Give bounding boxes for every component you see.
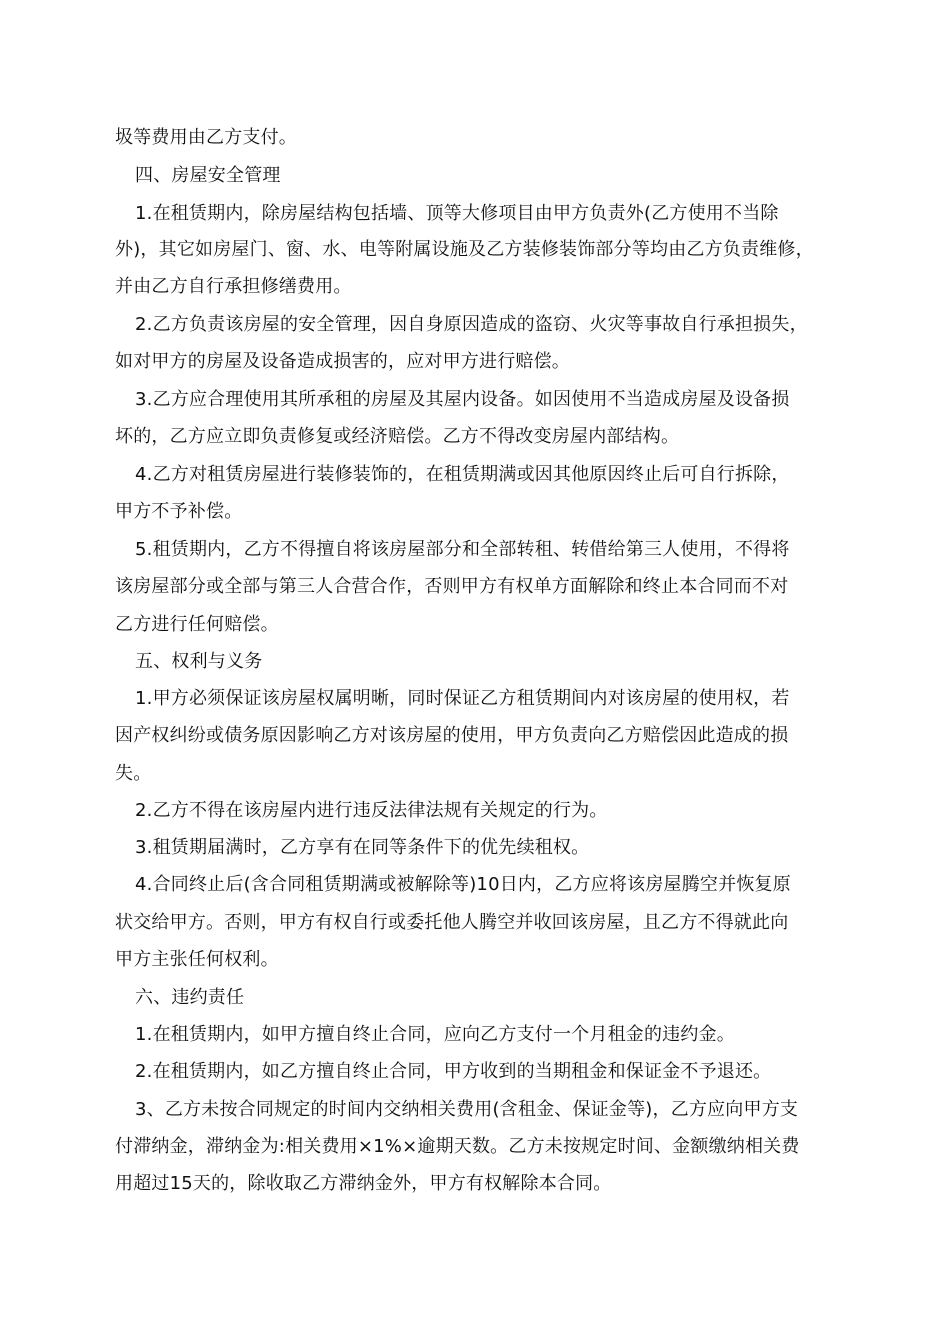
paragraph-line: 3.乙方应合理使用其所承租的房屋及其屋内设备。如因使用不当造成房屋及设备损 <box>135 389 790 410</box>
paragraph-line: 甲方主张任何权利。 <box>115 949 279 970</box>
paragraph-line: 2.乙方不得在该房屋内进行违反法律法规有关规定的行为。 <box>135 800 608 821</box>
paragraph-line: 3.租赁期届满时，乙方享有在同等条件下的优先续租权。 <box>135 837 590 858</box>
paragraph-line: 用超过15天的，除收取乙方滞纳金外，甲方有权解除本合同。 <box>115 1173 612 1194</box>
paragraph-line: 4.乙方对租赁房屋进行装修装饰的，在租赁期满或因其他原因终止后可自行拆除， <box>135 464 790 485</box>
paragraph-line: 外)，其它如房屋门、窗、水、电等附属设施及乙方装修装饰部分等均由乙方负责维修， <box>115 239 814 260</box>
paragraph-line: 因产权纠纷或债务原因影响乙方对该房屋的使用，甲方负责向乙方赔偿因此造成的损 <box>115 725 789 746</box>
paragraph-line: 1.甲方必须保证该房屋权属明晰，同时保证乙方租赁期间内对该房屋的使用权，若 <box>135 688 790 709</box>
paragraph-line: 坏的，乙方应立即负责修复或经济赔偿。乙方不得改变房屋内部结构。 <box>115 426 680 447</box>
paragraph-line: 状交给甲方。否则，甲方有权自行或委托他人腾空并收回该房屋，且乙方不得就此向 <box>115 912 789 933</box>
paragraph-line: 并由乙方自行承担修缮费用。 <box>115 276 352 297</box>
paragraph-line: 如对甲方的房屋及设备造成损害的，应对甲方进行赔偿。 <box>115 351 570 372</box>
paragraph-line: 该房屋部分或全部与第三人合营合作，否则甲方有权单方面解除和终止本合同而不对 <box>115 576 789 597</box>
section-heading: 五、权利与义务 <box>135 651 263 672</box>
section-heading: 六、违约责任 <box>135 987 245 1008</box>
paragraph-line: 失。 <box>115 763 152 784</box>
paragraph-line: 5.租赁期内，乙方不得擅自将该房屋部分和全部转租、转借给第三人使用，不得将 <box>135 539 790 560</box>
paragraph-line: 圾等费用由乙方支付。 <box>115 127 297 148</box>
paragraph-line: 2.在租赁期内，如乙方擅自终止合同，甲方收到的当期租金和保证金不予退还。 <box>135 1061 772 1082</box>
section-heading: 四、房屋安全管理 <box>135 165 281 186</box>
paragraph-line: 4.合同终止后(含合同租赁期满或被解除等)10日内，乙方应将该房屋腾空并恢复原 <box>135 874 791 895</box>
paragraph-line: 甲方不予补偿。 <box>115 501 243 522</box>
paragraph-line: 3、乙方未按合同规定的时间内交纳相关费用(含租金、保证金等)，乙方应向甲方支 <box>135 1099 799 1120</box>
paragraph-line: 1.在租赁期内，如甲方擅自终止合同，应向乙方支付一个月租金的违约金。 <box>135 1024 735 1045</box>
paragraph-line: 付滞纳金，滞纳金为:相关费用×1%×逾期天数。乙方未按规定时间、金额缴纳相关费 <box>115 1136 800 1157</box>
paragraph-line: 2.乙方负责该房屋的安全管理，因自身原因造成的盗窃、火灾等事故自行承担损失， <box>135 314 808 335</box>
paragraph-line: 1.在租赁期内，除房屋结构包括墙、顶等大修项目由甲方负责外(乙方使用不当除 <box>135 203 779 224</box>
paragraph-line: 乙方进行任何赔偿。 <box>115 614 279 635</box>
